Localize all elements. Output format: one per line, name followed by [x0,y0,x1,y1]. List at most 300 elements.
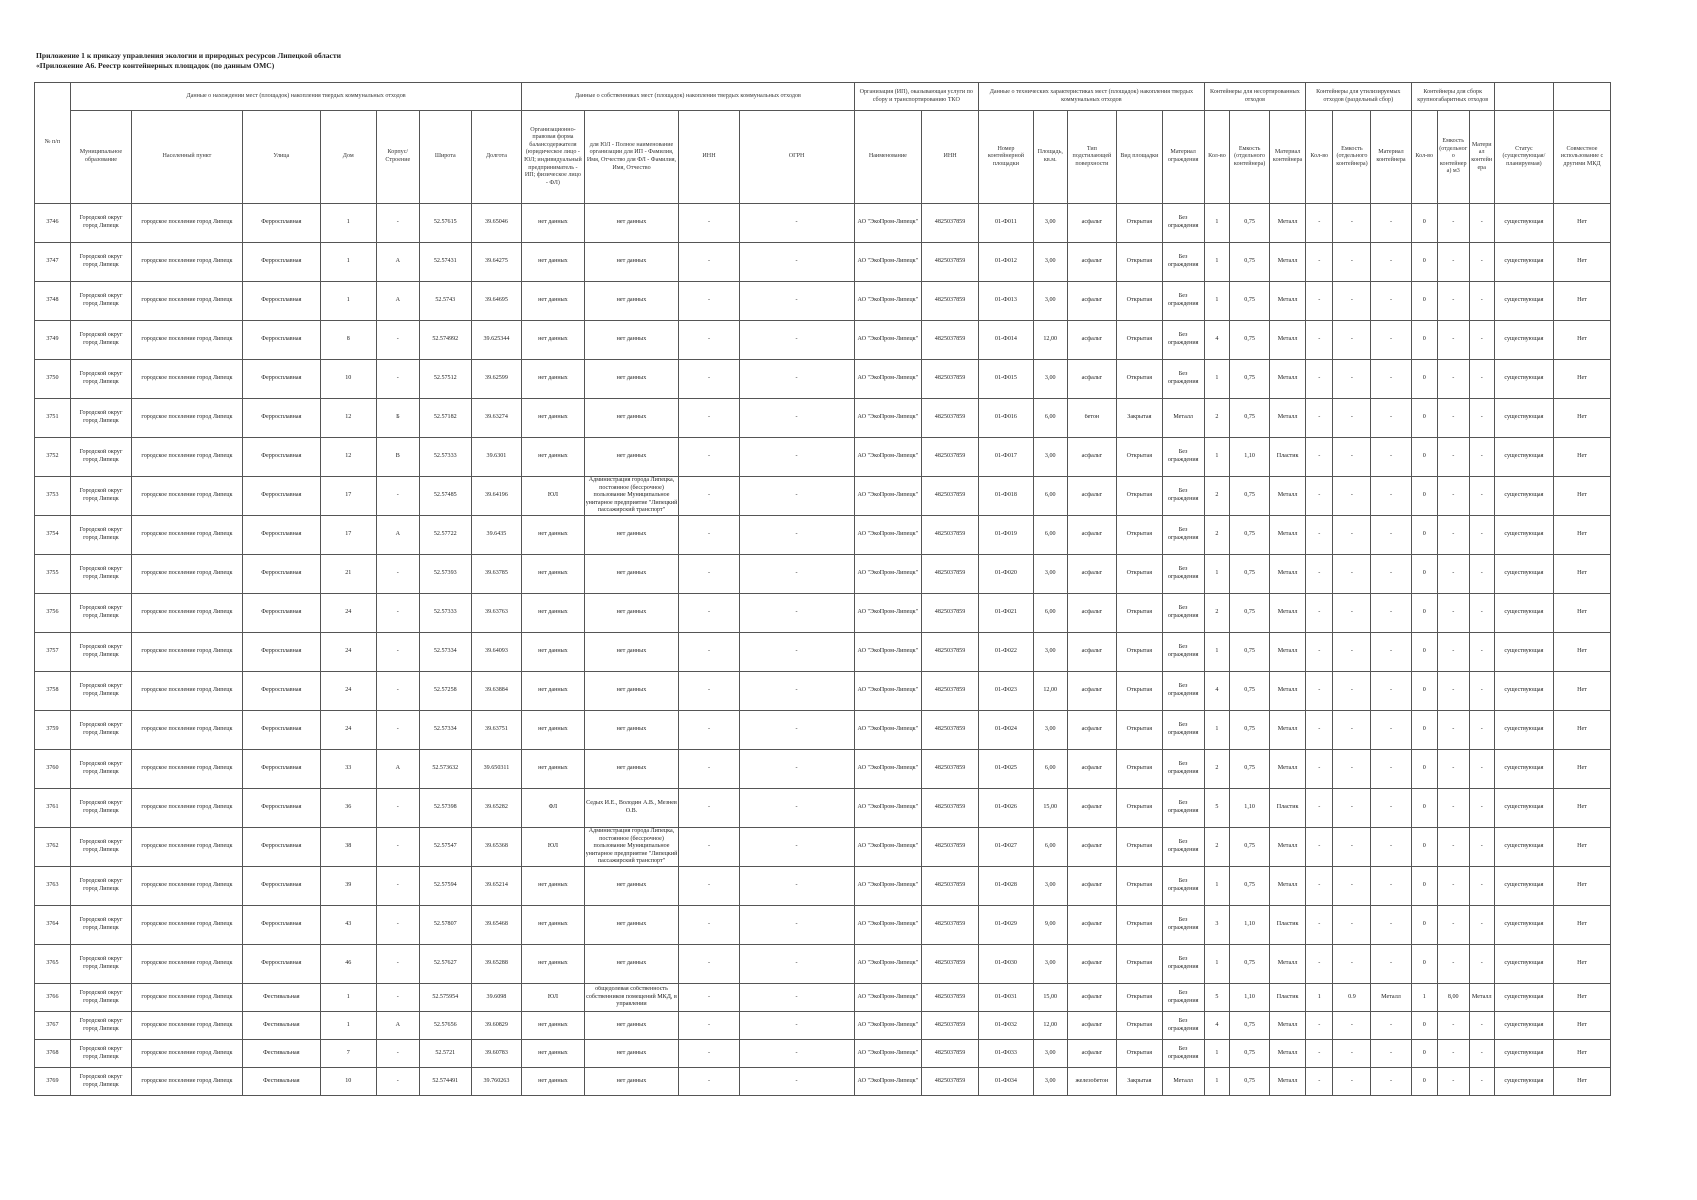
recyclable-qty-cell [1306,1040,1333,1068]
unsorted-capacity-text: 0,75 [1244,1077,1255,1084]
house-cell [320,945,376,984]
row-number [35,555,71,594]
municipality-text: Городской округ город Липецк [79,293,123,307]
fence-cell [1162,1040,1204,1068]
recyclable-capacity-cell [1333,555,1371,594]
bulky-capacity-cell [1437,828,1469,867]
operator-inn-text: 4825037859 [934,648,966,655]
header-group-recyclable: Контейнеры для утилизируемых отходов (раздельный сбор) [1306,83,1412,111]
row-number-text: 3749 [46,336,59,343]
area-text: 3,00 [1044,960,1056,967]
status-cell [1494,633,1553,672]
bulky-capacity-text: - [1452,882,1455,889]
settlement-text: городское поселение город Липецк [141,492,233,499]
site-number-text: 01-Ф014 [994,336,1017,343]
ogrn-text: - [795,1049,798,1056]
ogrn-cell [739,477,854,516]
unsorted-qty-text: 2 [1215,531,1219,538]
site-type-text: Открытая [1126,1021,1153,1028]
site-type-cell [1117,282,1162,321]
ogrn-text: - [795,414,798,421]
latitude-text: 52.57547 [433,843,457,850]
municipality-cell [70,945,131,984]
status-text: существующая [1504,648,1544,655]
surface-cell [1067,399,1117,438]
bulky-capacity-text: - [1452,804,1455,811]
recyclable-capacity-text: - [1350,336,1353,343]
recyclable-qty-text: 1 [1317,993,1321,1000]
building-cell [376,243,419,282]
municipality-cell [70,750,131,789]
site-type-text: Открытая [1126,531,1153,538]
building-text: А [395,297,401,304]
row-number-text: 3747 [46,258,59,265]
street-text: Ферросплавная [261,726,302,733]
bulky-material-cell [1469,1040,1494,1068]
row-number-text: 3760 [46,765,59,772]
operator-name-text: АО "ЭкоПром-Липецк" [857,1049,919,1056]
bulky-capacity-text: - [1452,648,1455,655]
street-text: Ферросплавная [261,453,302,460]
bulky-material-text: - [1480,921,1483,928]
inn-text: - [707,804,711,811]
settlement-cell [132,282,243,321]
inn-cell [679,1040,739,1068]
latitude-cell [419,828,471,867]
status-cell [1494,555,1553,594]
shared-use-text: Нет [1577,648,1587,655]
unsorted-capacity-text: 0,75 [1244,843,1255,850]
legal-form-cell [522,399,584,438]
building-cell [376,750,419,789]
shared-use-text: Нет [1577,687,1587,694]
longitude-cell [471,516,522,555]
unsorted-capacity-cell [1230,867,1270,906]
fence-text: Без ограждения [1167,683,1199,697]
site-number-cell [979,321,1034,360]
operator-inn-text: 4825037859 [934,609,966,616]
fence-text: Без ограждения [1167,332,1199,346]
municipality-text: Городской округ город Липецк [79,761,123,775]
fence-text: Металл [1173,1077,1193,1084]
bulky-capacity-text: - [1452,531,1455,538]
bulky-qty-cell [1411,477,1437,516]
bulky-qty-text: 0 [1422,531,1426,538]
site-number-cell [979,477,1034,516]
building-cell [376,906,419,945]
row-number [35,867,71,906]
area-cell [1033,867,1067,906]
bulky-qty-text: 0 [1422,297,1426,304]
street-cell [242,867,320,906]
fence-text: Без ограждения [1167,566,1199,580]
building-cell [376,1040,419,1068]
col-unsorted-qty: Кол-во [1204,111,1229,204]
header-blank-shared [1553,83,1610,111]
settlement-text: городское поселение город Липецк [141,993,233,1000]
building-text: - [396,843,399,850]
operator-inn-cell [922,867,979,906]
recyclable-material-cell [1371,672,1411,711]
ogrn-text: - [795,453,798,460]
site-number-cell [979,867,1034,906]
street-cell [242,282,320,321]
unsorted-qty-cell [1204,945,1229,984]
site-number-text: 01-Ф012 [994,258,1017,265]
recyclable-capacity-cell [1333,1068,1371,1096]
status-cell [1494,1068,1553,1096]
unsorted-material-text: Металл [1277,531,1298,538]
recyclable-material-cell [1371,906,1411,945]
bulky-capacity-cell [1437,477,1469,516]
unsorted-material-cell [1270,984,1306,1012]
latitude-text: 52.57258 [433,687,457,694]
fence-text: Без ограждения [1167,761,1199,775]
latitude-cell [419,516,471,555]
row-number-text: 3768 [46,1049,59,1056]
unsorted-capacity-text: 0,75 [1244,1021,1255,1028]
fence-text: Без ограждения [1167,215,1199,229]
recyclable-material-text: - [1389,1021,1392,1028]
building-text: - [396,882,399,889]
latitude-text: 52.574992 [432,336,459,343]
title-line-1: Приложение 1 к приказу управления экологии и природных ресурсов Липецкой области [36,51,342,60]
col-settlement: Населенный пункт [132,111,243,204]
unsorted-material-cell [1270,321,1306,360]
recyclable-material-text: - [1389,882,1392,889]
ogrn-text: - [795,726,798,733]
bulky-qty-text: 0 [1422,258,1426,265]
ogrn-text: - [795,921,798,928]
site-number-cell [979,672,1034,711]
legal-form-cell [522,984,584,1012]
unsorted-capacity-text: 0,75 [1244,492,1255,499]
bulky-qty-text: 0 [1422,1049,1426,1056]
recyclable-qty-cell [1306,867,1333,906]
col-unsorted-capacity: Емкость (отдельного контейнера) [1230,111,1270,204]
bulky-capacity-cell [1437,243,1469,282]
table-row [35,984,1611,1012]
fence-cell [1162,555,1204,594]
bulky-capacity-text: - [1452,570,1455,577]
owner-name-cell [584,438,679,477]
unsorted-qty-text: 1 [1215,570,1219,577]
site-number-text: 01-Ф034 [994,1077,1017,1084]
owner-name-text: нет данных [616,1077,647,1084]
surface-text: асфальт [1081,531,1103,538]
street-text: Ферросплавная [261,765,302,772]
table-body [35,204,1611,1096]
operator-inn-text: 4825037859 [934,1077,966,1084]
area-text: 15,00 [1043,993,1058,1000]
fence-text: Без ограждения [1167,527,1199,541]
street-cell [242,828,320,867]
latitude-text: 52.57393 [433,570,457,577]
ogrn-cell [739,672,854,711]
house-text: 1 [346,219,350,226]
row-number [35,906,71,945]
latitude-text: 52.57512 [433,375,457,382]
recyclable-capacity-cell [1333,633,1371,672]
unsorted-capacity-text: 0,75 [1244,960,1255,967]
status-text: существующая [1504,726,1544,733]
legal-form-cell [522,789,584,828]
row-number [35,633,71,672]
house-text: 1 [346,993,350,1000]
status-cell [1494,321,1553,360]
status-text: существующая [1504,960,1544,967]
unsorted-qty-text: 1 [1215,648,1219,655]
site-type-text: Открытая [1126,993,1153,1000]
col-shared: Совместное использование с другими МКД [1553,111,1610,204]
col-surface: Тип подстилающей поверхности [1067,111,1117,204]
inn-cell [679,789,739,828]
site-type-cell [1117,477,1162,516]
site-type-cell [1117,204,1162,243]
recyclable-material-text: - [1389,609,1392,616]
recyclable-capacity-cell [1333,984,1371,1012]
house-cell [320,555,376,594]
unsorted-qty-text: 5 [1215,993,1219,1000]
recyclable-capacity-text: - [1350,882,1353,889]
recyclable-material-text: - [1389,336,1392,343]
row-number [35,204,71,243]
building-text: - [396,726,399,733]
municipality-text: Городской округ город Липецк [79,956,123,970]
recyclable-qty-cell [1306,516,1333,555]
latitude-cell [419,672,471,711]
municipality-text: Городской округ город Липецк [79,1045,123,1060]
site-type-cell [1117,672,1162,711]
operator-inn-cell [922,672,979,711]
bulky-material-text: - [1480,960,1483,967]
unsorted-material-text: Металл [1277,1077,1298,1084]
unsorted-material-cell [1270,555,1306,594]
surface-cell [1067,516,1117,555]
unsorted-qty-cell [1204,516,1229,555]
unsorted-material-cell [1270,750,1306,789]
unsorted-capacity-cell [1230,1012,1270,1040]
latitude-text: 52.57333 [433,609,457,616]
unsorted-capacity-cell [1230,516,1270,555]
shared-use-cell [1553,594,1610,633]
unsorted-material-text: Металл [1277,414,1298,421]
unsorted-capacity-text: 1,10 [1244,993,1255,1000]
recyclable-qty-cell [1306,984,1333,1012]
house-text: 38 [345,843,352,850]
table-row [35,399,1611,438]
header-group-owners: Данные о собственниках мест (площадок) накопления твердых коммунальных отходов [522,83,854,111]
area-text: 3,00 [1044,219,1056,226]
owner-name-cell [584,633,679,672]
house-text: 36 [345,804,352,811]
area-cell [1033,438,1067,477]
shared-use-text: Нет [1577,1077,1587,1084]
row-number-text: 3767 [46,1021,59,1028]
unsorted-capacity-text: 1,10 [1244,921,1255,928]
building-cell [376,633,419,672]
house-cell [320,750,376,789]
legal-form-text: нет данных [538,453,568,460]
bulky-qty-text: 1 [1422,993,1426,1000]
unsorted-material-cell [1270,867,1306,906]
bulky-qty-text: 0 [1422,219,1426,226]
table-row [35,516,1611,555]
recyclable-qty-text: - [1318,960,1321,967]
bulky-capacity-text: - [1452,1077,1455,1084]
site-number-text: 01-Ф033 [994,1049,1017,1056]
legal-form-cell [522,516,584,555]
surface-text: асфальт [1081,336,1103,343]
site-number-text: 01-Ф021 [994,609,1017,616]
bulky-capacity-cell [1437,945,1469,984]
street-text: Фестивальная [263,1049,300,1056]
recyclable-capacity-cell [1333,516,1371,555]
street-text: Ферросплавная [261,414,302,421]
street-cell [242,1068,320,1096]
ogrn-cell [739,789,854,828]
site-number-text: 01-Ф026 [994,804,1017,811]
header-blank-status [1494,83,1553,111]
legal-form-cell [522,477,584,516]
bulky-qty-cell [1411,282,1437,321]
table-row [35,204,1611,243]
inn-cell [679,984,739,1012]
inn-text: - [707,414,711,421]
house-cell [320,828,376,867]
bulky-material-cell [1469,672,1494,711]
legal-form-cell [522,828,584,867]
bulky-capacity-cell [1437,711,1469,750]
operator-inn-cell [922,1040,979,1068]
area-text: 6,00 [1044,609,1056,616]
settlement-text: городское поселение город Липецк [141,336,233,343]
latitude-text: 52.57615 [433,219,457,226]
ogrn-text: - [795,570,798,577]
col-status: Статус (существующая/ планируемая) [1494,111,1553,204]
owner-name-cell [584,1040,679,1068]
latitude-cell [419,282,471,321]
recyclable-qty-cell [1306,438,1333,477]
owner-name-cell [584,828,679,867]
status-text: существующая [1504,1021,1544,1028]
settlement-cell [132,594,243,633]
unsorted-qty-cell [1204,360,1229,399]
building-text: - [396,219,399,226]
status-text: существующая [1504,375,1544,382]
operator-name-text: АО "ЭкоПром-Липецк" [857,687,919,694]
legal-form-cell [522,867,584,906]
recyclable-capacity-text: - [1350,843,1353,850]
recyclable-capacity-cell [1333,204,1371,243]
operator-name-text: АО "ЭкоПром-Липецк" [857,765,919,772]
status-cell [1494,711,1553,750]
legal-form-text: нет данных [538,921,568,928]
row-number [35,399,71,438]
settlement-cell [132,243,243,282]
operator-inn-cell [922,516,979,555]
recyclable-material-cell [1371,711,1411,750]
owner-name-text: нет данных [616,882,647,889]
municipality-text: Городской округ город Липецк [79,644,123,658]
municipality-text: Городской округ город Липецк [79,215,123,229]
shared-use-text: Нет [1577,336,1587,343]
owner-name-text: нет данных [616,453,647,460]
area-text: 12,00 [1043,1021,1058,1028]
recyclable-material-cell [1371,399,1411,438]
area-cell [1033,828,1067,867]
operator-inn-text: 4825037859 [934,492,966,499]
bulky-material-cell [1469,789,1494,828]
site-type-text: Открытая [1126,570,1153,577]
shared-use-cell [1553,438,1610,477]
settlement-cell [132,945,243,984]
inn-text: - [707,843,711,850]
house-text: 1 [346,1021,350,1028]
recyclable-qty-text: - [1318,219,1321,226]
recyclable-qty-text: - [1318,1077,1321,1084]
recyclable-qty-cell [1306,282,1333,321]
bulky-material-text: - [1480,297,1483,304]
ogrn-cell [739,828,854,867]
site-number-text: 01-Ф019 [994,531,1017,538]
operator-inn-cell [922,828,979,867]
site-number-cell [979,243,1034,282]
status-text: существующая [1504,843,1544,850]
recyclable-material-text: - [1389,960,1392,967]
shared-use-cell [1553,477,1610,516]
owner-name-cell [584,516,679,555]
bulky-qty-cell [1411,711,1437,750]
recyclable-capacity-text: - [1350,453,1353,460]
unsorted-qty-text: 1 [1215,726,1219,733]
building-text: - [396,687,399,694]
recyclable-material-cell [1371,1068,1411,1096]
legal-form-text: нет данных [538,687,568,694]
unsorted-capacity-text: 0,75 [1244,219,1255,226]
site-number-text: 01-Ф018 [994,492,1017,499]
recyclable-qty-text: - [1318,531,1321,538]
recyclable-qty-cell [1306,399,1333,438]
status-text: существующая [1504,1077,1544,1084]
surface-cell [1067,1012,1117,1040]
col-operator-name: Наименование [854,111,922,204]
recyclable-capacity-text: - [1350,531,1353,538]
bulky-material-cell [1469,1012,1494,1040]
recyclable-material-text: - [1389,921,1392,928]
row-number [35,672,71,711]
operator-inn-text: 4825037859 [934,765,966,772]
bulky-capacity-cell [1437,789,1469,828]
bulky-material-text: - [1480,843,1483,850]
building-cell [376,438,419,477]
row-number [35,243,71,282]
unsorted-qty-text: 2 [1215,843,1219,850]
surface-cell [1067,243,1117,282]
recyclable-capacity-cell [1333,1012,1371,1040]
recyclable-capacity-cell [1333,789,1371,828]
longitude-text: 39.60783 [485,1049,508,1056]
street-cell [242,321,320,360]
unsorted-capacity-text: 0,75 [1244,765,1255,772]
operator-name-text: АО "ЭкоПром-Липецк" [857,375,919,382]
col-street: Улица [242,111,320,204]
settlement-cell [132,711,243,750]
longitude-cell [471,633,522,672]
row-number [35,360,71,399]
legal-form-cell [522,282,584,321]
settlement-cell [132,1068,243,1096]
